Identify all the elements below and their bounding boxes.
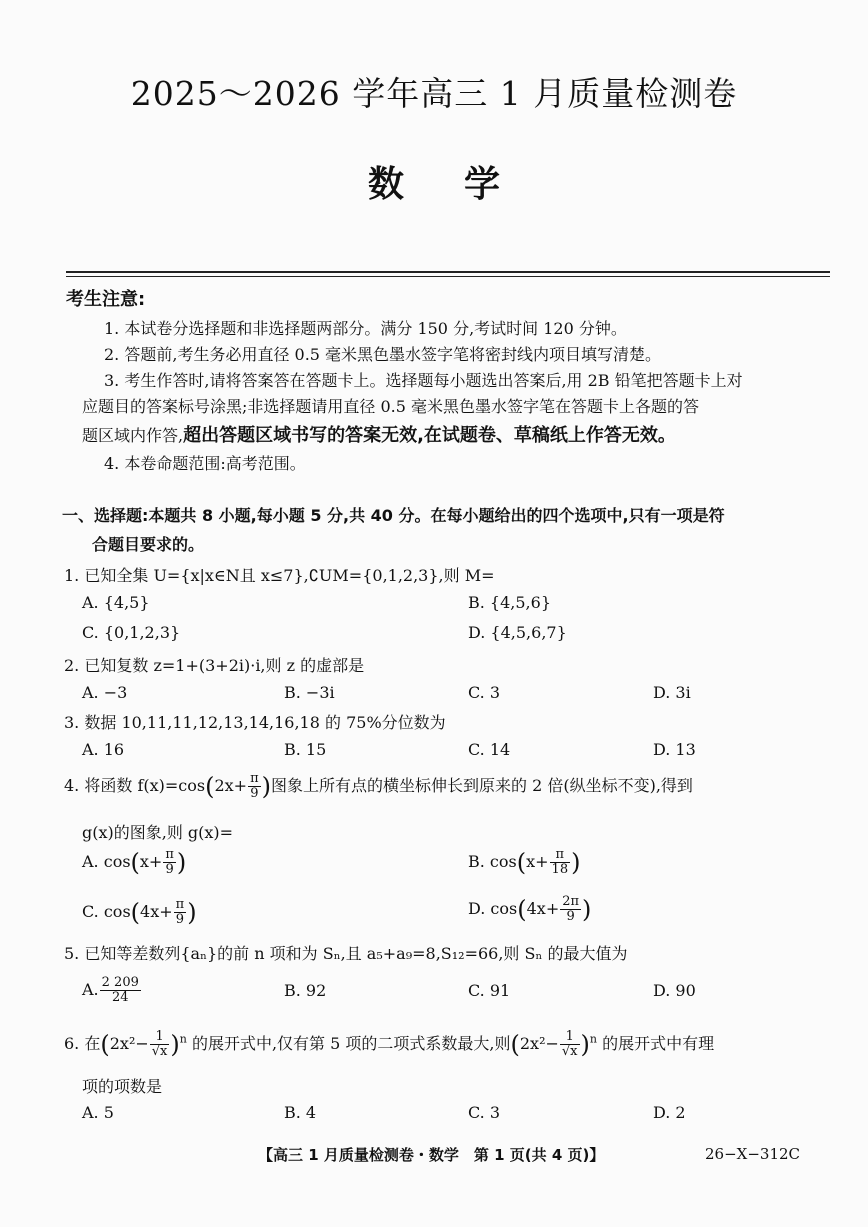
- q2-option-b: B. −3i: [284, 683, 335, 702]
- notice-item-1: 1. 本试卷分选择题和非选择题两部分。满分 150 分,考试时间 120 分钟。: [104, 319, 627, 338]
- q5-option-a: A. $\frac{2 209}{24}$: [82, 975, 139, 1005]
- notice-item-4: 4. 本卷命题范围:高考范围。: [104, 454, 306, 473]
- page-footer: 【高三 1 月质量检测卷・数学 第 1 页(共 4 页)】: [258, 1146, 605, 1164]
- q3-stem: 3. 数据 10,11,11,12,13,14,16,18 的 75%分位数为: [64, 713, 446, 732]
- q3-option-a: A. 16: [82, 740, 125, 759]
- q3-option-d: D. 13: [653, 740, 696, 759]
- q6-option-b: B. 4: [284, 1103, 317, 1122]
- q4-stem-fraction: $\frac{\pi}{9}$: [250, 771, 259, 801]
- q5-option-c: C. 91: [468, 981, 511, 1000]
- notice-emphasis: 超出答题区域书写的答案无效,在试题卷、草稿纸上作答无效。: [183, 425, 676, 446]
- q6-stem-line2: 项的项数是: [82, 1077, 163, 1096]
- q2-stem: 2. 已知复数 z=1+(3+2i)·i,则 z 的虚部是: [64, 656, 365, 675]
- q6-stem: 6. 在(2x²− $\frac{1}{√x}$ )$^n$ 的展开式中,仅有第 5 项的二项式系数最大,则(2x²− $\frac{1}{√x}$ )$^n$ 的展开式中有理: [64, 1029, 715, 1059]
- notice-item-3: 3. 考生作答时,请将答案答在答题卡上。选择题每小题选出答案后,用 2B 铅笔把答题卡上对: [104, 371, 743, 390]
- q1-option-b: B. {4,5,6}: [468, 593, 551, 612]
- q4-option-a: A. cos(x+ $\frac{\pi}{9}$ ): [82, 847, 187, 877]
- exam-title: 2025～2026 学年高三 1 月质量检测卷: [130, 74, 738, 113]
- q6-option-d: D. 2: [653, 1103, 686, 1122]
- notice-item-3-end: 题区域内作答,超出答题区域书写的答案无效,在试题卷、草稿纸上作答无效。: [82, 425, 676, 446]
- paper-code: 26−X−312C: [705, 1145, 801, 1163]
- q6-option-c: C. 3: [468, 1103, 501, 1122]
- q4-option-b: B. cos(x+ $\frac{\pi}{18}$ ): [468, 847, 581, 877]
- divider-thick: [66, 271, 830, 273]
- q4-stem: 4. 将函数 f(x)=cos(2x+ $\frac{\pi}{9}$ )图象上所有点的横坐标伸长到原来的 2 倍(纵坐标不变),得到: [64, 771, 693, 801]
- section-heading: 一、选择题:本题共 8 小题,每小题 5 分,共 40 分。在每小题给出的四个选项中,只有一项是符: [62, 506, 725, 525]
- q2-option-c: C. 3: [468, 683, 501, 702]
- notice-heading: 考生注意:: [66, 289, 146, 310]
- q2-option-d: D. 3i: [653, 683, 691, 702]
- q3-option-b: B. 15: [284, 740, 327, 759]
- divider-thin: [66, 276, 830, 277]
- q4-option-c: C. cos(4x+ $\frac{\pi}{9}$ ): [82, 897, 197, 927]
- q5-stem: 5. 已知等差数列{aₙ}的前 n 项和为 Sₙ,且 a₅+a₉=8,S₁₂=66,则 Sₙ 的最大值为: [64, 944, 628, 963]
- q1-option-a: A. {4,5}: [82, 593, 150, 612]
- notice-item-2: 2. 答题前,考生务必用直径 0.5 毫米黑色墨水签字笔将密封线内项目填写清楚。: [104, 345, 662, 364]
- subject-title: 数学: [367, 164, 560, 205]
- q4-stem-line2: g(x)的图象,则 g(x)=: [82, 823, 234, 842]
- q5-option-b: B. 92: [284, 981, 327, 1000]
- q3-option-c: C. 14: [468, 740, 511, 759]
- q6-option-a: A. 5: [82, 1103, 114, 1122]
- q4-option-d: D. cos(4x+ $\frac{2\pi}{9}$ ): [468, 894, 592, 924]
- q1-stem: 1. 已知全集 U={x|x∈N且 x≤7},∁UM={0,1,2,3},则 M=: [64, 566, 495, 585]
- q1-option-d: D. {4,5,6,7}: [468, 623, 567, 642]
- q5-option-d: D. 90: [653, 981, 696, 1000]
- q1-option-c: C. {0,1,2,3}: [82, 623, 181, 642]
- q2-option-a: A. −3: [82, 683, 128, 702]
- section-heading-cont: 合题目要求的。: [92, 535, 205, 554]
- notice-item-3-cont: 应题目的答案标号涂黑;非选择题请用直径 0.5 毫米黑色墨水签字笔在答题卡上各题的答: [82, 397, 700, 416]
